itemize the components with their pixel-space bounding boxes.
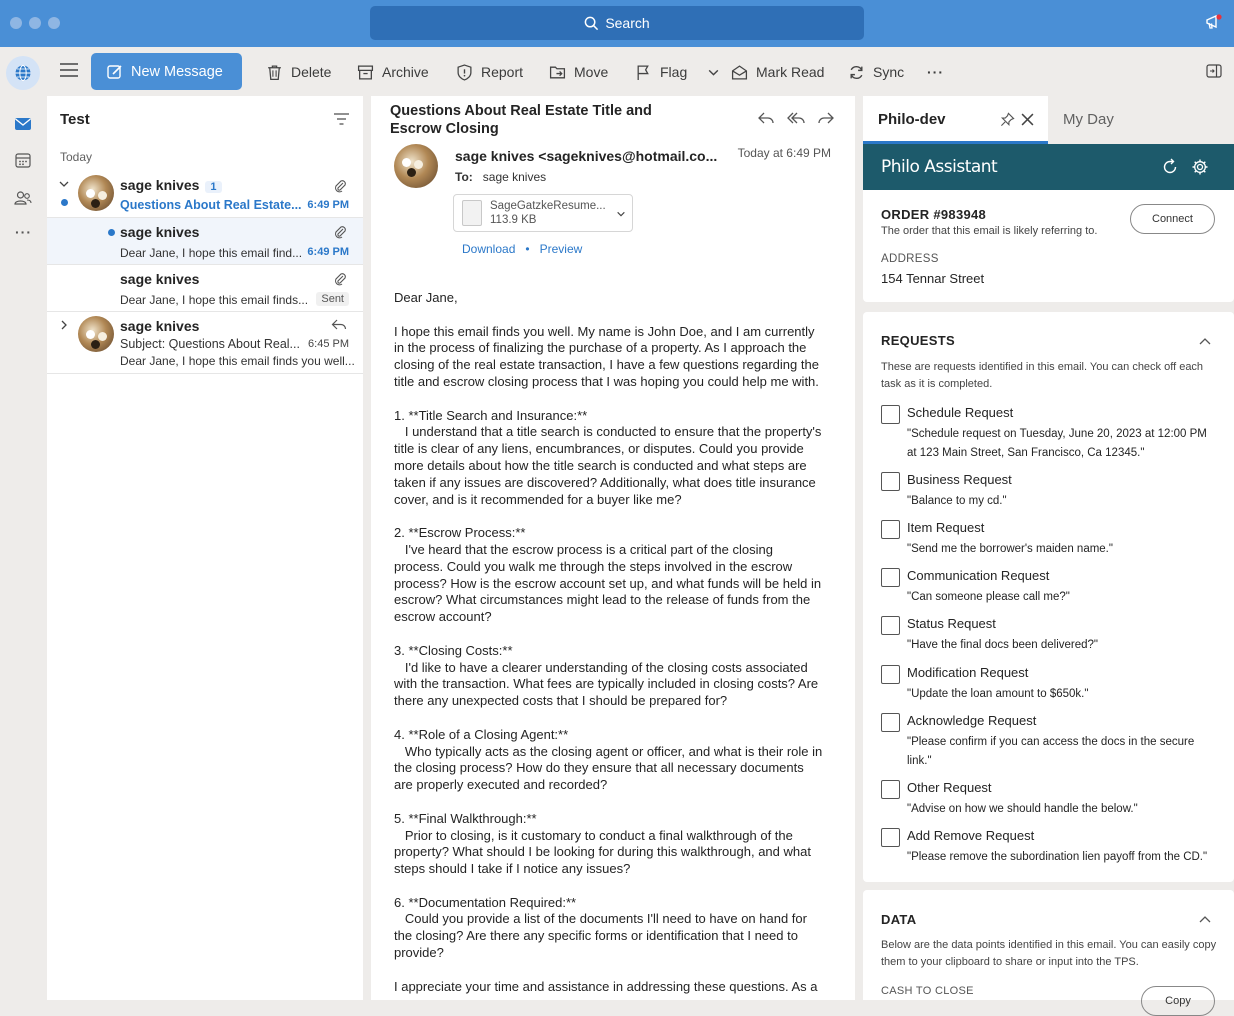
requests-title: REQUESTS [881, 333, 955, 348]
sent-badge: Sent [316, 292, 349, 306]
sender-name: sage knives [120, 271, 200, 287]
thread-count-badge: 1 [205, 181, 221, 193]
message-preview: Dear Jane, I hope this email finds... [120, 293, 309, 307]
move-button[interactable] [549, 59, 608, 85]
request-quote: "Please remove the subordination lien payoff from the CD." [907, 851, 1208, 863]
request-checkbox[interactable] [881, 616, 900, 635]
sync-icon [848, 64, 865, 81]
request-quote: "Schedule request on Tuesday, June 20, 2023 at 12:00 PM at 123 Main Street, San Francisco, Ca 12345." [907, 428, 1207, 459]
email-subject: Questions About Real Estate Title and Escrow Closing [390, 103, 652, 137]
unread-dot [108, 229, 115, 236]
globe-icon[interactable] [6, 56, 40, 90]
collapse-pane-icon[interactable] [1206, 63, 1222, 79]
report-label: Report [481, 64, 524, 80]
report-button[interactable] [456, 59, 523, 85]
trash-icon [266, 64, 283, 81]
subject-preview: Subject: Questions About Real... [120, 337, 300, 351]
order-title: ORDER #983948 [881, 207, 987, 222]
tab-my-day[interactable]: My Day [1063, 111, 1114, 128]
address-label: ADDRESS [881, 253, 939, 265]
window-close-button[interactable] [10, 17, 22, 29]
hamburger-menu-icon[interactable] [60, 63, 78, 77]
close-icon[interactable] [1021, 113, 1034, 126]
sender-text: sage knives [120, 177, 200, 193]
requests-description: These are requests identified in this email. You can check off each task as it is completed. [881, 361, 1204, 390]
requests-card [863, 312, 1234, 882]
sender-name: sage knives [120, 224, 200, 240]
flag-label: Flag [660, 64, 688, 80]
message-time: 6:45 PM [308, 338, 349, 350]
archive-label: Archive [382, 64, 429, 80]
more-apps-button[interactable]: ··· [15, 224, 32, 240]
search-icon [584, 16, 599, 31]
refresh-icon[interactable] [1161, 158, 1179, 176]
flag-icon [635, 64, 652, 81]
request-title: Business Request [907, 472, 1012, 487]
folder-title: Test [60, 110, 90, 128]
flag-button[interactable] [635, 59, 720, 85]
request-quote: "Please confirm if you can access the docs in the secure link." [907, 736, 1195, 767]
calendar-icon[interactable] [14, 151, 32, 169]
request-checkbox[interactable] [881, 828, 900, 847]
archive-button[interactable] [357, 59, 429, 85]
forward-icon[interactable] [817, 110, 835, 128]
chevron-down-icon[interactable] [616, 209, 626, 219]
address-value: 154 Tennar Street [881, 271, 985, 286]
message-preview: Dear Jane, I hope this email finds you well... [120, 354, 355, 368]
avatar [78, 175, 114, 211]
download-link[interactable]: Download [462, 242, 516, 256]
chevron-up-icon[interactable] [1198, 912, 1212, 926]
request-checkbox[interactable] [881, 472, 900, 491]
attachment-size: 113.9 KB [490, 214, 537, 226]
request-title: Acknowledge Request [907, 713, 1037, 728]
sync-label: Sync [873, 64, 905, 80]
date-group-header: Today [60, 150, 93, 164]
unread-dot [61, 199, 68, 206]
request-quote: "Have the final docs been delivered?" [907, 639, 1099, 651]
chevron-down-icon[interactable] [707, 66, 720, 79]
attachment-info [490, 199, 606, 227]
email-date: Today at 6:49 PM [737, 146, 831, 160]
copy-button[interactable]: Copy [1141, 986, 1215, 1016]
archive-icon [357, 64, 374, 81]
data-card [863, 890, 1234, 1007]
reply-all-icon[interactable] [787, 110, 805, 128]
gear-icon[interactable] [1191, 158, 1209, 176]
request-quote: "Balance to my cd." [907, 495, 1007, 507]
sync-button[interactable] [848, 59, 904, 85]
move-label: Move [574, 64, 609, 80]
megaphone-icon[interactable] [1204, 12, 1224, 32]
avatar [78, 316, 114, 352]
request-title: Modification Request [907, 665, 1029, 680]
window-zoom-button[interactable] [48, 17, 60, 29]
order-card [863, 190, 1234, 302]
data-field-label: CASH TO CLOSE [881, 985, 974, 997]
list-header [47, 96, 363, 142]
request-checkbox[interactable] [881, 405, 900, 424]
paperclip-icon [333, 179, 347, 193]
attachment-card[interactable] [453, 194, 633, 232]
chevron-up-icon[interactable] [1198, 334, 1212, 348]
shield-icon [456, 64, 473, 81]
title-bar [0, 0, 1234, 47]
request-quote: "Send me the borrower's maiden name." [907, 543, 1113, 555]
attachment-name: SageGatzkeResume... [490, 200, 606, 212]
chevron-down-icon[interactable] [58, 178, 70, 190]
more-options-button[interactable]: ··· [927, 64, 944, 80]
link-separator: • [525, 242, 530, 256]
new-message-button[interactable] [91, 53, 242, 90]
people-icon[interactable] [14, 189, 32, 207]
sender-name [120, 177, 222, 193]
request-title: Schedule Request [907, 405, 1014, 420]
request-quote: "Can someone please call me?" [907, 591, 1070, 603]
request-quote: "Update the loan amount to $650k." [907, 688, 1089, 700]
paperclip-icon [333, 272, 347, 286]
sender-name: sage knives [120, 318, 200, 334]
request-title: Communication Request [907, 568, 1050, 583]
assistant-header [863, 144, 1234, 190]
to-label: To: [455, 170, 473, 184]
mark-read-label: Mark Read [756, 64, 825, 80]
subject-preview: Questions About Real Estate... [120, 198, 302, 212]
side-tabs [863, 96, 1234, 144]
reply-actions [757, 110, 835, 128]
request-title: Add Remove Request [907, 828, 1035, 843]
message-preview: Dear Jane, I hope this email find... [120, 246, 303, 260]
message-time: 6:49 PM [307, 199, 349, 211]
reply-icon[interactable] [757, 110, 775, 128]
order-description: The order that this email is likely referring to. [881, 225, 1098, 237]
connect-button[interactable]: Connect [1130, 204, 1215, 234]
tab-philo-dev[interactable] [863, 96, 1048, 144]
folder-move-icon [549, 64, 566, 81]
envelope-open-icon [731, 64, 748, 81]
attachment-links [462, 242, 582, 256]
message-list [47, 96, 363, 1000]
message-row-selected[interactable] [47, 218, 363, 265]
sender-avatar [394, 144, 438, 188]
delete-label: Delete [291, 64, 332, 80]
thread-row[interactable] [47, 312, 363, 374]
request-checkbox[interactable] [881, 713, 900, 732]
request-checkbox[interactable] [881, 568, 900, 587]
pin-icon[interactable] [1000, 112, 1015, 127]
request-title: Status Request [907, 616, 996, 631]
mail-icon[interactable] [14, 115, 32, 133]
thread-row[interactable] [47, 172, 363, 218]
request-title: Item Request [907, 520, 985, 535]
tab-label: Philo-dev [878, 111, 946, 128]
message-row[interactable] [47, 265, 363, 312]
data-description: Below are the data points identified in this email. You can easily copy them to your clipboard to share or input into the TPS. [881, 939, 1217, 968]
filter-icon[interactable] [334, 113, 349, 125]
data-title: DATA [881, 912, 917, 927]
email-to [455, 170, 546, 184]
toolbar [0, 47, 1234, 97]
paperclip-icon [333, 225, 347, 239]
file-icon [462, 200, 482, 226]
email-from: sage knives <sageknives@hotmail.co... [455, 148, 718, 164]
reply-icon [331, 318, 347, 332]
delete-button[interactable] [266, 59, 331, 85]
search-label: Search [605, 15, 650, 31]
new-message-label: New Message [131, 63, 223, 80]
assistant-title: Philo Assistant [881, 157, 998, 177]
window-minimize-button[interactable] [29, 17, 41, 29]
to-value: sage knives [482, 170, 547, 184]
request-checkbox[interactable] [881, 780, 900, 799]
chevron-right-icon[interactable] [58, 319, 70, 331]
mark-read-button[interactable] [731, 59, 824, 85]
search-bar[interactable] [370, 6, 864, 40]
reading-pane [371, 96, 855, 1000]
preview-link[interactable]: Preview [539, 242, 583, 256]
request-checkbox[interactable] [881, 520, 900, 539]
email-body: Dear Jane, I hope this email finds you well. My name is John Doe, and I am currently in the process of finalizing the purchase of a property. As I approach the closing of the real estate transaction, I have a few questions regarding the title and escrow closing process that I was hoping you could help me with. 1. **Title Search and Insurance:** I understand that a title search is conducted to ensure that the property's title is clear of any liens, encumbrances, or disputes. Could you provide more details about how the title search is conducted and what steps are taken if any issues are discovered? Additionally, what does title insurance cover, and is it recommended for a buyer like me? 2. **Escrow Process:** I've heard that the escrow process is a critical part of the closing process. Could you walk me through the steps involved in the escrow process? How is the escrow account set up, and what funds will be held in escrow? What circumstances might lead to the release of funds from the escrow account? 3. **Closing Costs:** I'd like to have a clearer understanding of the closing costs associated with the transaction. What fees are typically included in closing costs? Are there any unexpected costs that I should be prepared for? 4. **Role of a Closing Agent:** Who typically acts as the closing agent or officer, and what is their role in the closing process? How do they ensure that all necessary documents are properly executed and recorded? 5. **Final Walkthrough:** Prior to closing, is it customary to conduct a final walkthrough of the property? What should I be looking for during this walkthrough, and what steps should I take if I notice any issues? 6. **Documentation Required:** Could you provide a list of the documents I'll need to have on hand for the closing? Are there any specific forms or identification that I need to provide? I appreciate your time and assistance in addressing these questions. As a [394, 290, 823, 994]
request-title: Other Request [907, 780, 992, 795]
request-quote: "Advise on how we should handle the below." [907, 803, 1138, 815]
message-time: 6:49 PM [307, 246, 349, 258]
request-checkbox[interactable] [881, 665, 900, 684]
compose-icon [107, 64, 123, 80]
